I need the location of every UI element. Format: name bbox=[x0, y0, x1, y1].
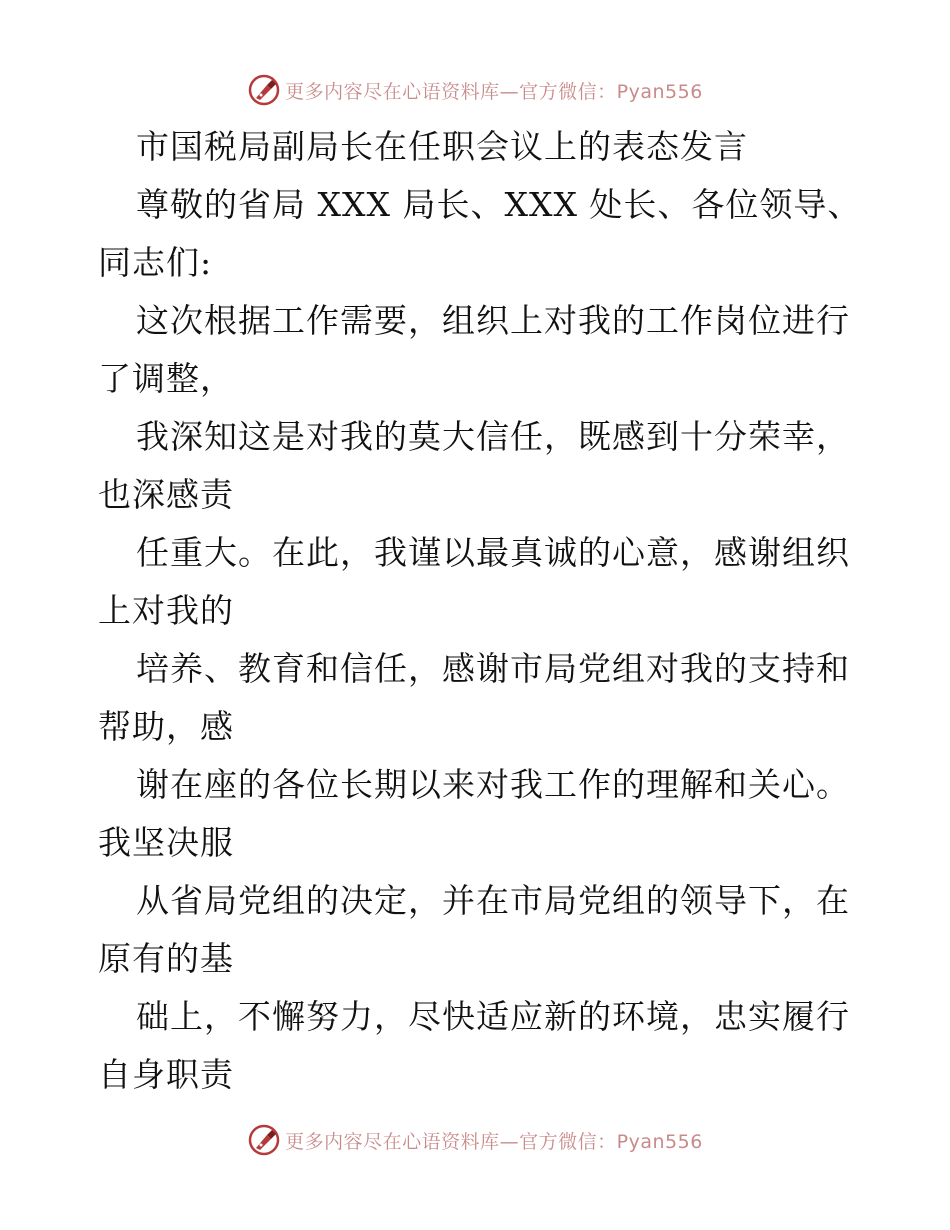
watermark-text: 更多内容尽在心语资料库—官方微信：Pyan556 bbox=[285, 80, 703, 103]
header-watermark-banner bbox=[0, 70, 950, 110]
pen-nib-logo-icon bbox=[247, 73, 281, 107]
text-line: 础上，不懈努力，尽快适应新的环境，忠实履行 bbox=[136, 997, 850, 1036]
text-line: 我深知这是对我的莫大信任，既感到十分荣幸， bbox=[136, 417, 850, 456]
text-line: 了调整， bbox=[98, 359, 234, 398]
document-body bbox=[98, 118, 862, 1104]
text-line: 原有的基 bbox=[98, 939, 234, 978]
text-line: 从省局党组的决定，并在市局党组的领导下，在 bbox=[136, 881, 850, 920]
text-line: 也深感责 bbox=[98, 475, 234, 514]
text-line: 我坚决服 bbox=[98, 823, 234, 862]
document-title: 市国税局副局长在任职会议上的表态发言 bbox=[136, 127, 748, 166]
text-line: 同志们: bbox=[98, 243, 213, 282]
watermark-text: 更多内容尽在心语资料库—官方微信：Pyan556 bbox=[285, 1130, 703, 1153]
pen-nib-logo-icon bbox=[247, 1123, 281, 1157]
text-line: 任重大。在此，我谨以最真诚的心意，感谢组织 bbox=[136, 533, 850, 572]
text-line: 这次根据工作需要，组织上对我的工作岗位进行 bbox=[136, 301, 850, 340]
text-line: 自身职责 bbox=[98, 1055, 234, 1094]
footer-watermark-banner bbox=[0, 1120, 950, 1160]
text-line: 上对我的 bbox=[98, 591, 234, 630]
text-line: 帮助，感 bbox=[98, 707, 234, 746]
text-line: 培养、教育和信任，感谢市局党组对我的支持和 bbox=[136, 649, 850, 688]
text-line: 尊敬的省局 XXX 局长、XXX 处长、各位领导、 bbox=[136, 185, 862, 224]
text-line: 谢在座的各位长期以来对我工作的理解和关心。 bbox=[136, 765, 850, 804]
